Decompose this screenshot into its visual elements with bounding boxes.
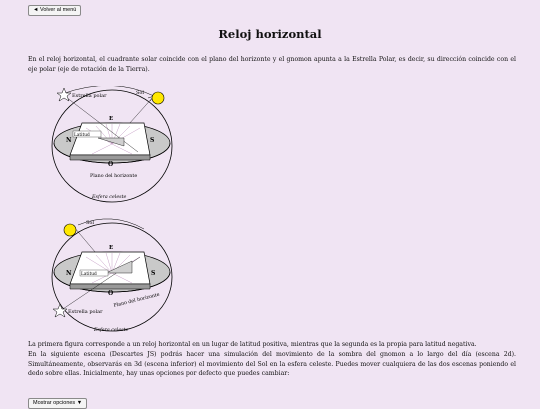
scene-description: En la siguiente escena (Descartes JS) podrás hacer una simulación del movimiento de la sombra del gnomon a lo largo del día (escena 2d). Simultáneamente, observarás en 3d (escena inferior) el movimiento del Sol en la esfera celeste. Puedes mover cualquiera de las dos escenas poniendo el dedo sobre ellas. Inicialmente, hay unas opciones por defecto que puedes cambiar:	[28, 351, 516, 378]
sun-label: Sol	[86, 220, 95, 226]
polar-star-label: Estrella polar	[68, 309, 103, 315]
south-label: S	[151, 270, 156, 277]
north-label: N	[66, 137, 72, 144]
intro-paragraph: En el reloj horizontal, el cuadrante solar coincide con el plano del horizonte y el gnomon apunta a la Estrella Polar, es decir, su dirección coincide con el eje polar (eje de rotación de la Tierra).	[28, 56, 516, 73]
page-title: Reloj horizontal	[218, 27, 322, 41]
back-to-menu-button[interactable]: ◄ Volver al menú	[28, 5, 81, 16]
west-label: O	[108, 161, 114, 168]
east-label: E	[109, 245, 114, 251]
horizon-plane-label: Plano del horizonte	[113, 292, 161, 309]
latitude-label: Latitud	[81, 272, 97, 277]
celestial-sphere-label: Esfera celeste	[94, 328, 129, 333]
sun-icon	[64, 224, 76, 236]
sundial-diagram-negative-latitude	[48, 215, 183, 335]
show-options-button[interactable]: Mostrar opciones ▼	[28, 398, 87, 409]
east-label: E	[109, 116, 114, 122]
west-label: O	[108, 290, 114, 297]
sun-icon	[152, 92, 164, 104]
polar-star-label: Estrella polar	[72, 93, 107, 99]
sundial-diagram-positive-latitude	[48, 86, 183, 206]
celestial-sphere-label: Esfera celeste	[92, 195, 127, 200]
north-label: N	[66, 270, 72, 277]
south-label: S	[150, 137, 155, 144]
figures-caption: La primera figura corresponde a un reloj horizontal en un lugar de latitud positiva, mientras que la segunda es la propia para latitud negativa.	[28, 341, 477, 348]
polar-star-icon	[53, 304, 67, 317]
horizon-plane-label: Plano del horizonte	[90, 174, 138, 179]
sun-label: Sol	[136, 90, 145, 96]
latitude-label: Latitud	[74, 133, 90, 138]
